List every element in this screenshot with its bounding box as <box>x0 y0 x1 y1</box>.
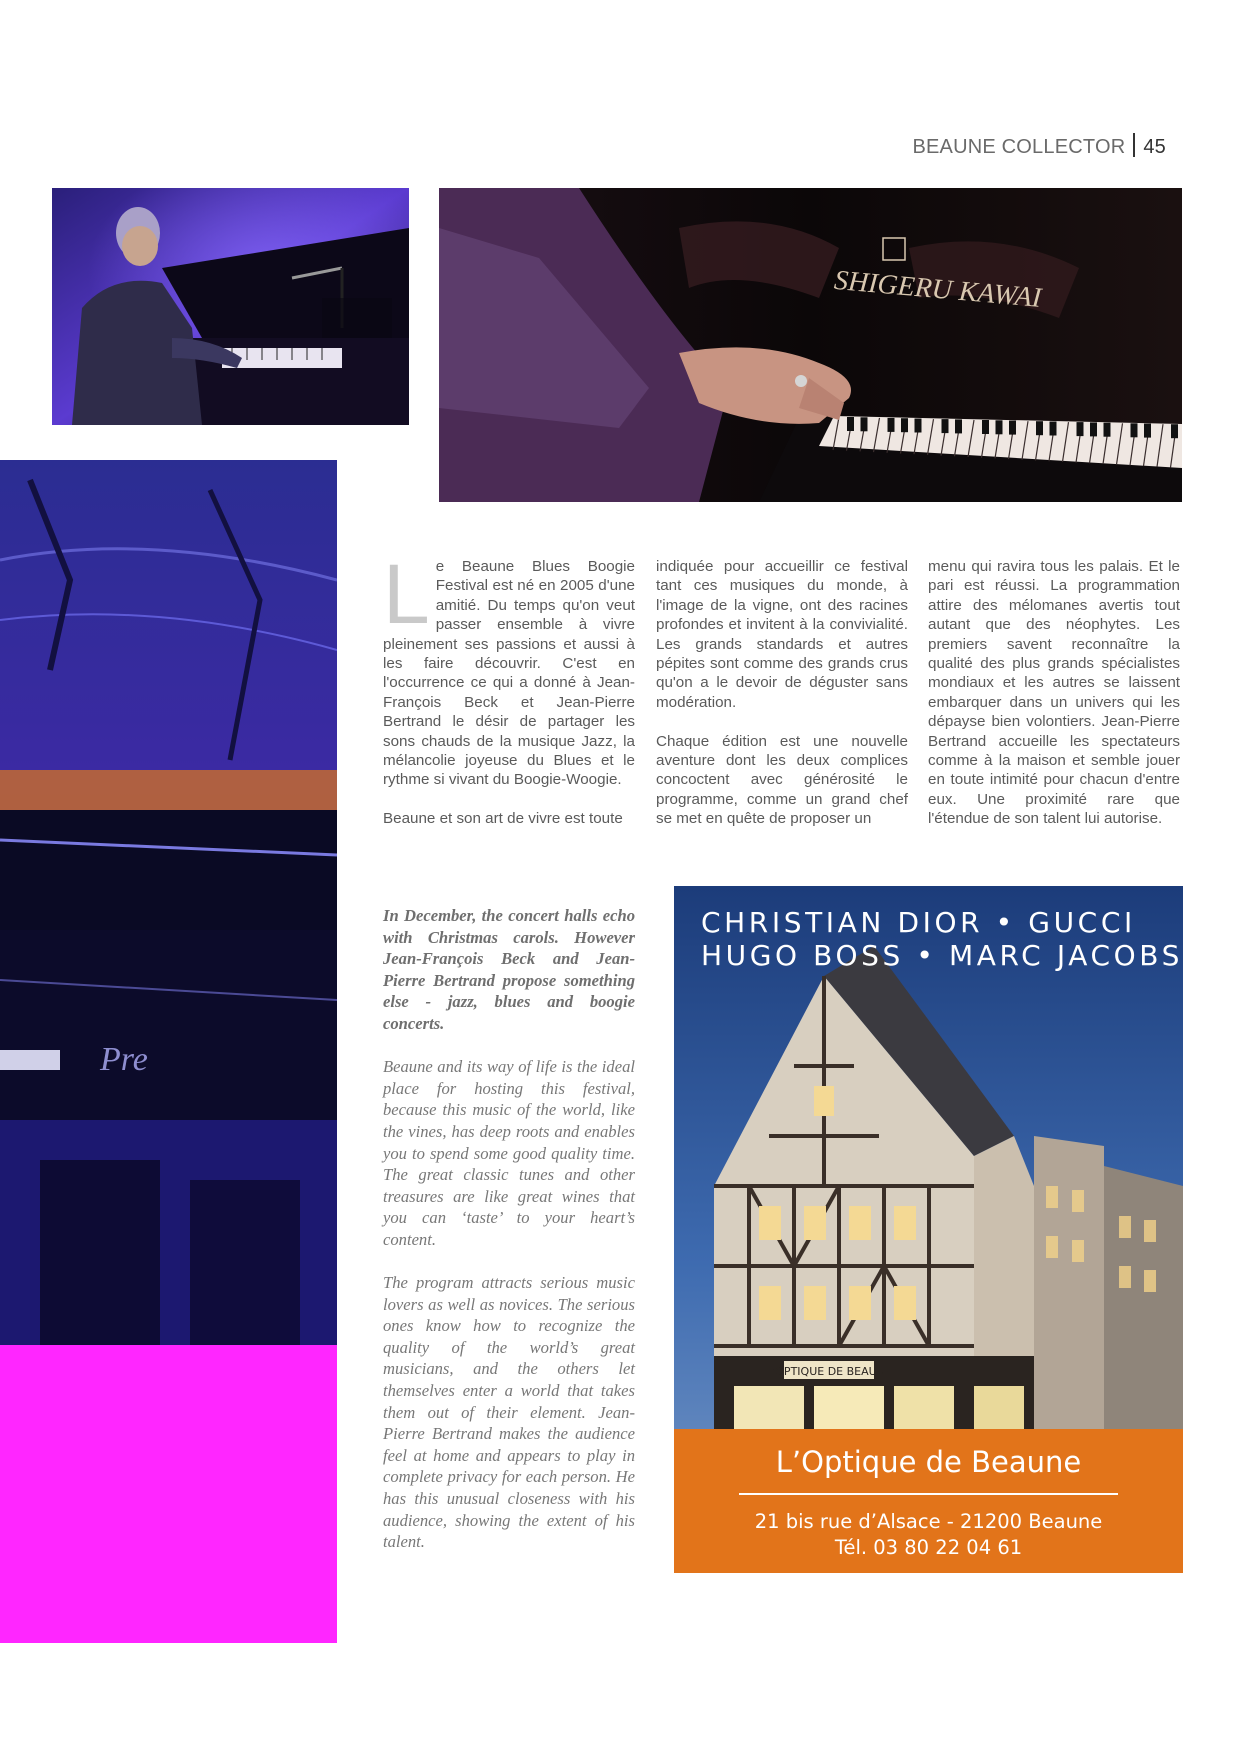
french-column-3 <box>928 557 1180 848</box>
english-paragraph: Beaune and its way of life is the ideal place for hosting this festival, because this music of the world, like the vines, has deep roots and enables you to spend some good quality time. The great classic tunes and other treasures are like great wines that you can ‘taste’ to your heart’s content. <box>383 1057 635 1249</box>
ad-brands-line-2: HUGO BOSS • MARC JACOBS <box>701 939 1183 972</box>
ad-divider <box>739 1493 1118 1495</box>
ad-contact-band <box>674 1429 1183 1573</box>
french-paragraph: Beaune et son art de vivre est toute <box>383 810 623 828</box>
magazine-title: BEAUNE COLLECTOR <box>912 136 1126 158</box>
french-column-2 <box>656 557 908 848</box>
photo-piano-purple-stage <box>0 460 337 1345</box>
french-column-1 <box>383 547 635 848</box>
shop-sign: L'OPTIQUE DE BEAUNE <box>766 1365 892 1378</box>
ad-brands-line-1: CHRISTIAN DIOR • GUCCI <box>701 906 1136 939</box>
photo-pianist-stage <box>52 188 409 425</box>
photo-hands-on-piano <box>439 188 1182 502</box>
magenta-color-block <box>0 1345 337 1643</box>
header-divider <box>1133 133 1135 157</box>
ad-address: 21 bis rue d’Alsace - 21200 Beaune <box>754 1510 1103 1533</box>
english-column <box>383 905 635 1574</box>
french-paragraph: e Beaune Blues Boogie Festival est né en 2005 d'une amitié. Du temps qu'on veut passer ensemble à vivre pleinement ses passions et aussi à les faire découvrir. C'est en l'occurrence ce qui a donné à Jean-François Beck et Jean-Pierre Bertrand le désir de partager les sons chauds de la musique Jazz, la mélancolie joyeuse du Blues et le rythme si vivant du Boogie-Woogie. <box>383 558 635 789</box>
french-paragraph: Chaque édition est une nouvelle aventure dont les deux complices concoctent avec générosité le programme, comme un grand chef se met en quête de proposer un <box>656 732 908 828</box>
optique-advertisement[interactable] <box>674 886 1183 1573</box>
french-paragraph: menu qui ravira tous les palais. Et le pari est réussi. La programmation attire des mélomanes avertis tout autant que des néophytes. Les premiers savent reconnaître la qualité des plus grands spécialistes mondiaux et les autres se laissent embarquer dans un univers qui les dépayse bien volontiers. Jean-Pierre Bertrand accueille les spectateurs comme à la maison et semble jouer en toute intimité pour chacun d'entre eux. Une proximité rare que l'étendue de son talent lui autorise. <box>928 558 1180 828</box>
ad-shop-name: L’Optique de Beaune <box>775 1445 1082 1479</box>
english-lead: In December, the concert halls echo with Christmas carols. However Jean-François Beck and Jean-Pierre Bertrand propose something else - jazz, blues and boogie concerts. <box>383 906 635 1033</box>
svg-text:Pre: Pre <box>100 1041 148 1078</box>
page-header <box>912 133 1166 159</box>
page-number: 45 <box>1143 136 1166 158</box>
ad-brand-list <box>701 906 1183 972</box>
ad-phone: Tél. 03 80 22 04 61 <box>834 1536 1023 1559</box>
french-paragraph: indiquée pour accueillir ce festival tant ces musiques du monde, à l'image de la vigne, ont des racines profondes et invitent à la convivialité. Les grands standards et autres pépites sont comme des grands crus qu'on a le devoir de déguster sans modération. <box>656 558 908 711</box>
english-paragraph: The program attracts serious music lovers as well as novices. The serious ones know how to recognize the quality of the world’s great musicians, and the others let themselves enter a world that takes them out of their element. Jean-Pierre Bertrand makes the audience feel at home and appears to play in complete privacy for each person. He has this unusual closeness with his audience, showing the extent of his talent. <box>383 1273 635 1552</box>
piano-brand-logo: SHIGERU KAWAI <box>832 264 1043 314</box>
drop-cap: L <box>383 547 430 641</box>
